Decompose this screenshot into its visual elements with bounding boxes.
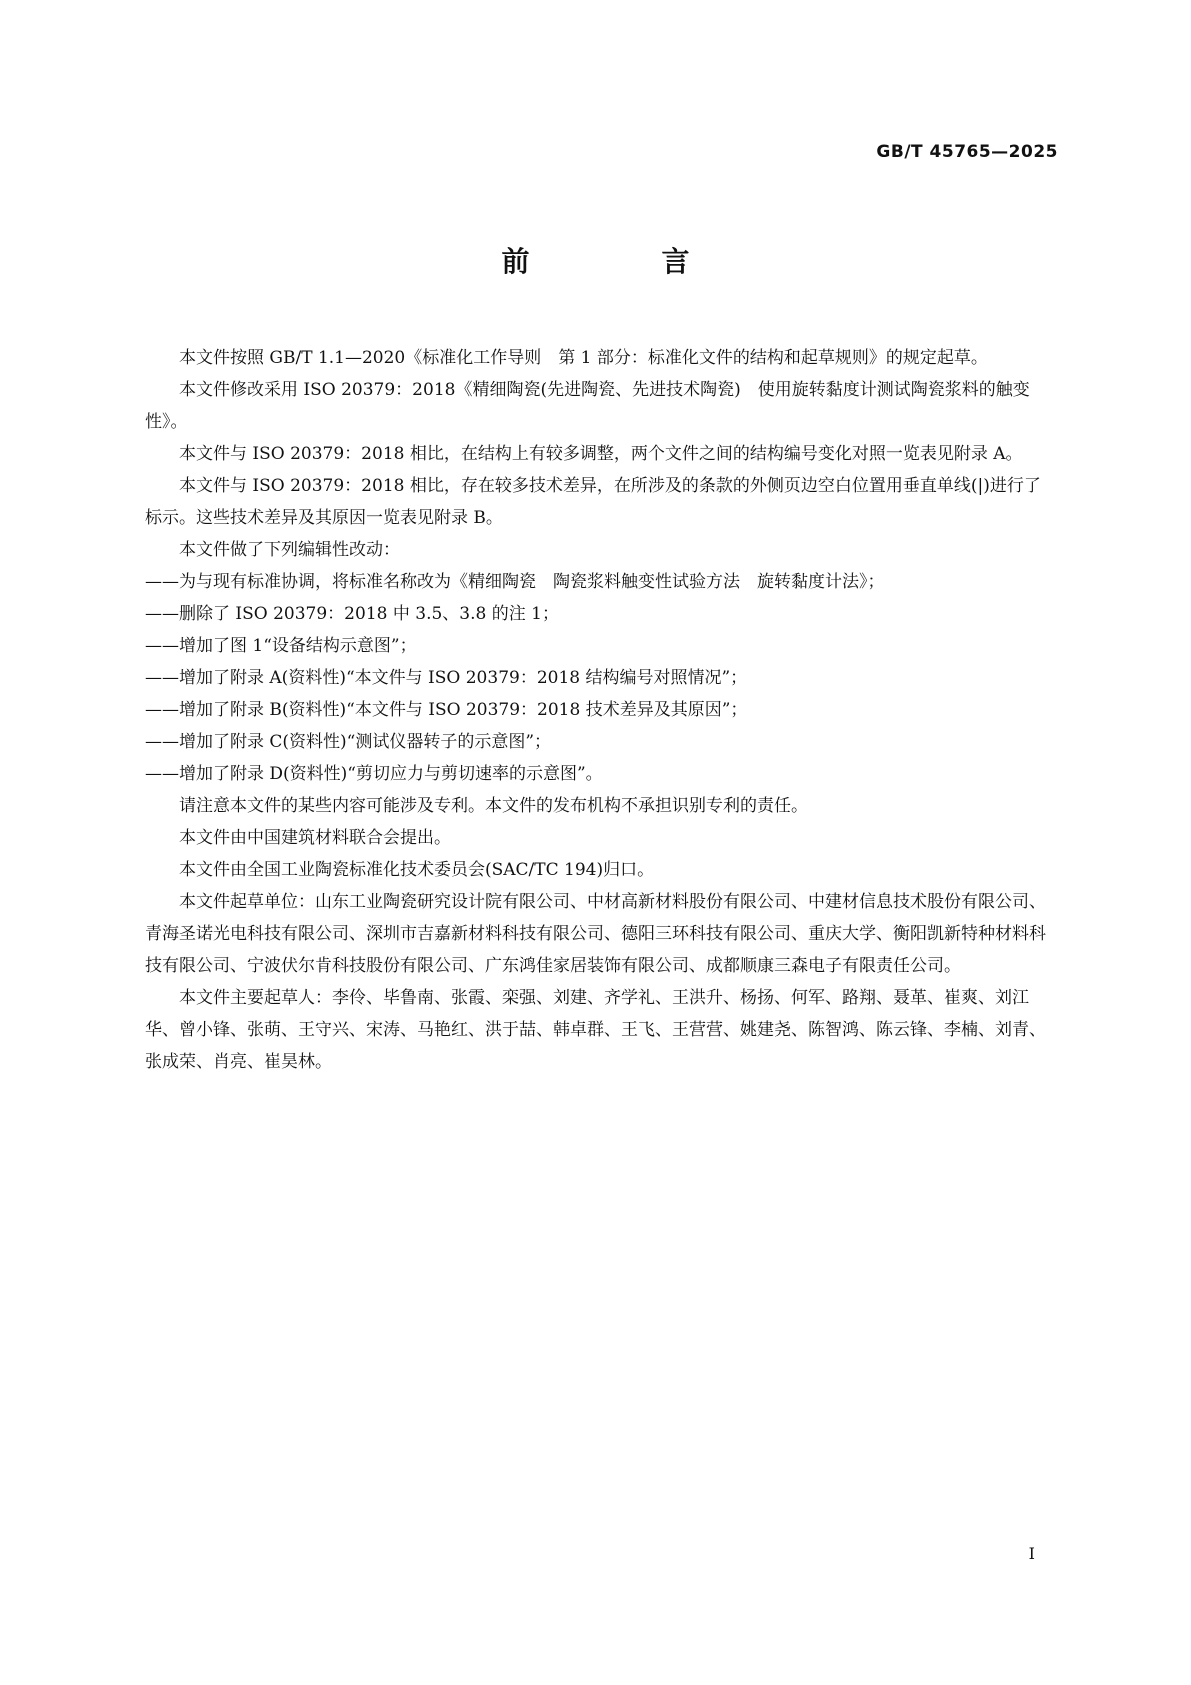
paragraph-drafting-units: 本文件起草单位：山东工业陶瓷研究设计院有限公司、中材高新材料股份有限公司、中建材信息技术股份有限公司、青海圣诺光电科技有限公司、深圳市吉嘉新材料科技有限公司、德阳三环科技有限公司、重庆大学、衡阳凯新特种材料科技有限公司、宁波伏尔肯科技股份有限公司、广东鸿佳家居装饰有限公司、成都顺康三森电子有限责任公司。: [145, 892, 1046, 976]
standard-code: GB/T 45765—2025: [876, 142, 1058, 162]
paragraph-proposer: 本文件由中国建筑材料联合会提出。: [179, 828, 451, 848]
paragraph-adoption: 本文件修改采用 ISO 20379：2018《精细陶瓷(先进陶瓷、先进技术陶瓷) 使用旋转黏度计测试陶瓷浆料的触变性》。: [145, 380, 1030, 432]
foreword-body: [145, 342, 1055, 1078]
editorial-change-item: ——增加了附录 D(资料性)“剪切应力与剪切速率的示意图”。: [145, 764, 603, 784]
editorial-change-item: ——增加了附录 A(资料性)“本文件与 ISO 20379：2018 结构编号对照情况”；: [145, 668, 748, 688]
editorial-change-item: ——为与现有标准协调，将标准名称改为《精细陶瓷 陶瓷浆料触变性试验方法 旋转黏度计法》；: [145, 572, 885, 592]
editorial-change-item: ——增加了附录 B(资料性)“本文件与 ISO 20379：2018 技术差异及其原因”；: [145, 700, 748, 720]
editorial-change-item: ——增加了附录 C(资料性)“测试仪器转子的示意图”；: [145, 732, 552, 752]
paragraph-centralized-unit: 本文件由全国工业陶瓷标准化技术委员会(SAC/TC 194)归口。: [179, 860, 655, 880]
editorial-change-item: ——删除了 ISO 20379：2018 中 3.5、3.8 的注 1；: [145, 604, 559, 624]
page-number: I: [1028, 1544, 1035, 1563]
paragraph-drafting-basis: 本文件按照 GB/T 1.1—2020《标准化工作导则 第 1 部分：标准化文件的结构和起草规则》的规定起草。: [179, 348, 988, 368]
paragraph-patent-notice: 请注意本文件的某些内容可能涉及专利。本文件的发布机构不承担识别专利的责任。: [179, 796, 808, 816]
paragraph-structure-changes: 本文件与 ISO 20379：2018 相比，在结构上有较多调整，两个文件之间的结构编号变化对照一览表见附录 A。: [179, 444, 1023, 464]
paragraph-technical-differences: 本文件与 ISO 20379：2018 相比，存在较多技术差异，在所涉及的条款的外侧页边空白位置用垂直单线(|)进行了标示。这些技术差异及其原因一览表见附录 B。: [145, 476, 1041, 528]
editorial-change-item: ——增加了图 1“设备结构示意图”；: [145, 636, 417, 656]
paragraph-editorial-intro: 本文件做了下列编辑性改动：: [179, 540, 400, 560]
page-title: 前 言: [501, 245, 742, 278]
paragraph-main-drafters: 本文件主要起草人：李伶、毕鲁南、张霞、栾强、刘建、齐学礼、王洪升、杨扬、何军、路翔、聂革、崔爽、刘江华、曾小锋、张萌、王守兴、宋涛、马艳红、洪于喆、韩卓群、王飞、王营营、姚建尧、陈智鸿、陈云锋、李楠、刘青、张成荣、肖亮、崔昊林。: [145, 988, 1046, 1072]
